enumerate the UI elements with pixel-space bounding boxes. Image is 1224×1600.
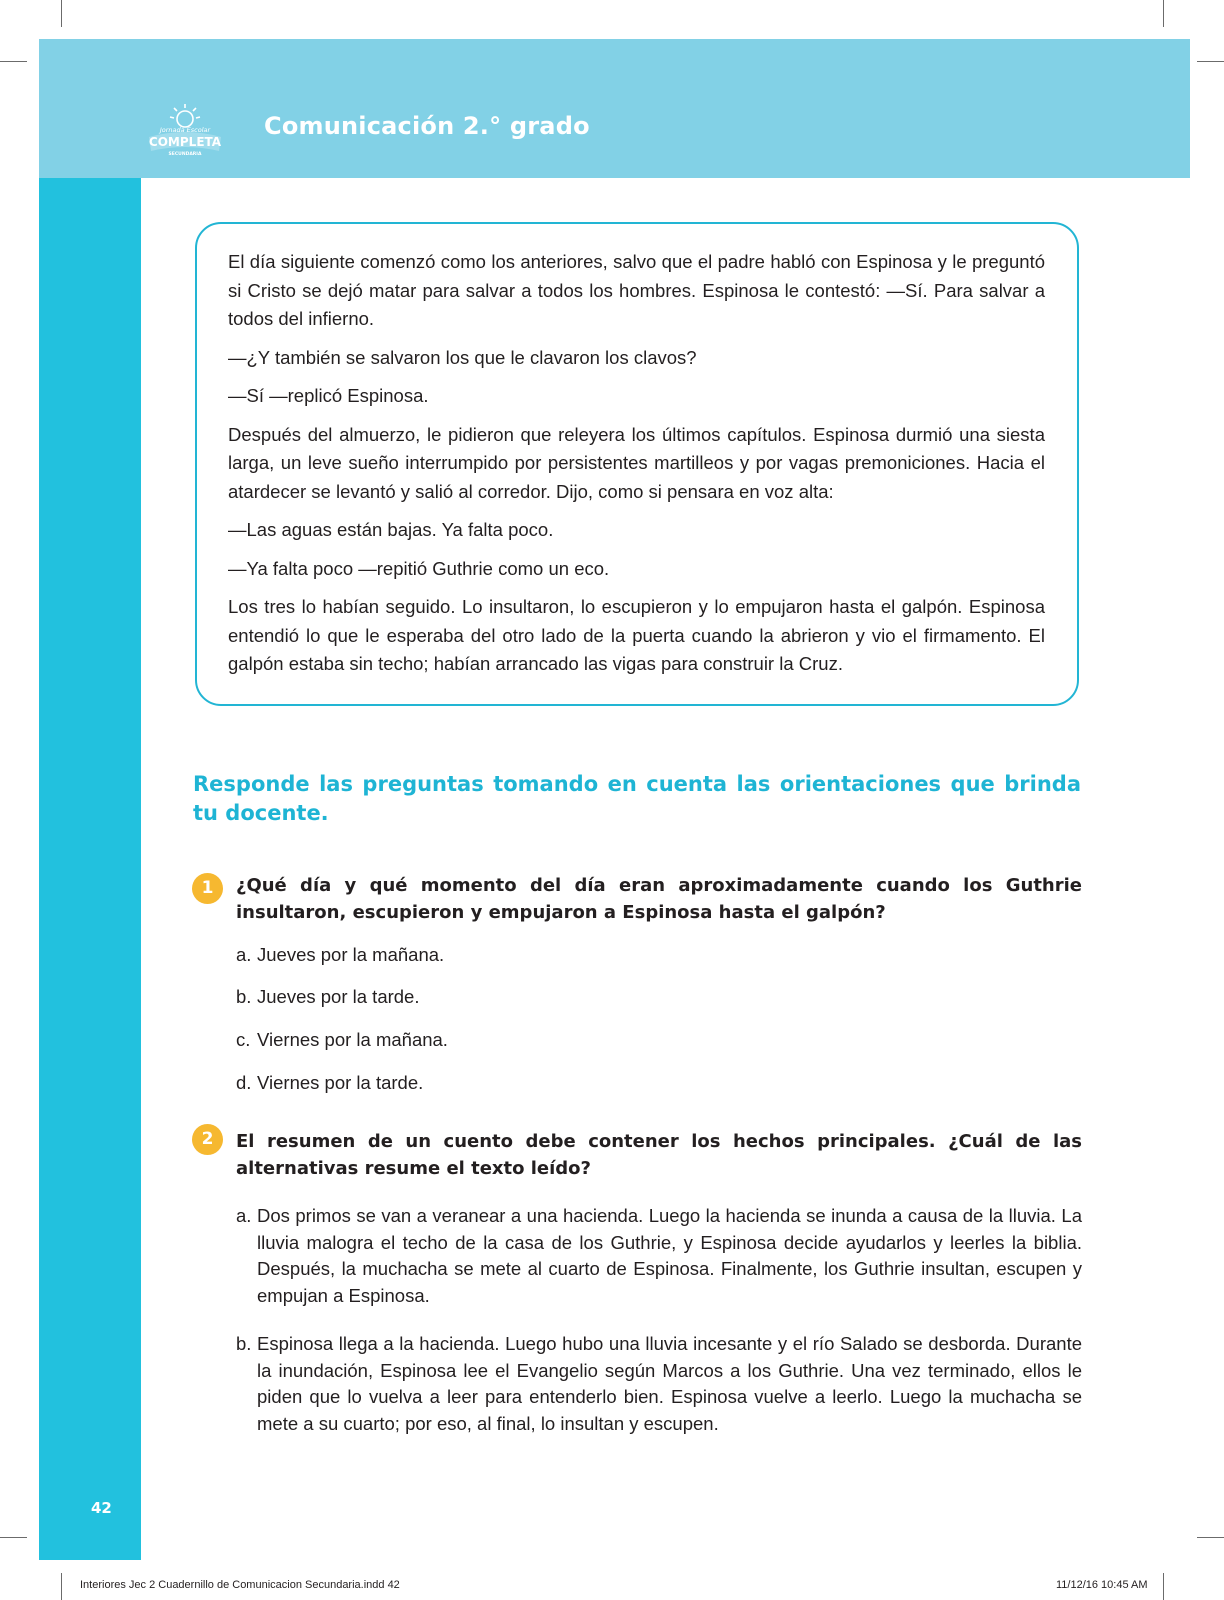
answer-option — [236, 1027, 1082, 1054]
reading-excerpt-box — [195, 222, 1079, 706]
answer-option — [236, 1331, 1082, 1437]
option-letter: b. — [236, 1333, 252, 1354]
answer-option — [236, 1070, 1082, 1097]
reading-paragraph: —Sí —replicó Espinosa. — [228, 385, 429, 406]
option-text: Jueves por la mañana. — [257, 944, 445, 965]
crop-mark — [0, 61, 27, 62]
option-text: Espinosa llega a la hacienda. Luego hubo una lluvia incesante y el río Salado se desborda. Durante la inundación, Espinosa lee el Evangelio según Marcos a los Guthrie. Una vez terminado, ellos le piden que lo vuelva a leer para entenderlo bien. Espinosa vuelve a leerlo. Luego la muchacha se mete a su cuarto; por eso, al final, lo insultan y escupen. — [257, 1333, 1082, 1434]
option-text: Viernes por la mañana. — [257, 1029, 448, 1050]
reading-paragraph: Los tres lo habían seguido. Lo insultaron, lo escupieron y lo empujaron hasta el galpón. Espinosa entendió lo que le esperaba del otro lado de la puerta cuando la abrieron y vio el firmamento. El galpón estaba sin techo; habían arrancado las vigas para construir la Cruz. — [228, 596, 1045, 674]
option-letter: a. — [236, 944, 252, 965]
jornada-escolar-logo — [145, 97, 225, 159]
option-text: Viernes por la tarde. — [257, 1072, 424, 1093]
option-text: Dos primos se van a veranear a una hacienda. Luego la hacienda se inunda a causa de la lluvia. La lluvia malogra el techo de la casa de los Guthrie, y Espinosa decide ayudarlos y leerles la biblia. Después, la muchacha se mete al cuarto de Espinosa. Finalmente, los Guthrie insultan, escupen y empujan a Espinosa. — [257, 1205, 1082, 1306]
reading-paragraph: —¿Y también se salvaron los que le clavaron los clavos? — [228, 346, 697, 368]
option-letter: a. — [236, 1205, 252, 1226]
sun-logo-icon — [145, 97, 225, 159]
reading-paragraph: Después del almuerzo, le pidieron que releyera los últimos capítulos. Espinosa durmió una siesta larga, un leve sueño interrumpido por persistentes martilleos y por vagas premoniciones. Hacia el atardecer se levantó y salió al corredor. Dijo, como si pensara en voz alta: — [228, 423, 1045, 502]
crop-mark — [1197, 61, 1224, 62]
question-number-badge: 2 — [192, 1124, 223, 1155]
instruction-heading: Responde las preguntas tomando en cuenta las orientaciones que brinda tu docente. — [193, 772, 1081, 825]
question-text: ¿Qué día y qué momento del día eran aproximadamente cuando los Guthrie insultaron, escupieron y empujaron a Espinosa hasta el galpón? — [236, 875, 1082, 923]
option-letter: b. — [236, 986, 252, 1007]
crop-mark — [61, 0, 62, 27]
question-number-badge: 1 — [192, 873, 223, 904]
option-text: Jueves por la tarde. — [257, 986, 420, 1007]
logo-text-main: COMPLETA — [148, 135, 222, 149]
crop-mark — [0, 1537, 27, 1538]
crop-mark — [1163, 1573, 1164, 1600]
print-slug-date: 11/12/16 10:45 AM — [1056, 1579, 1148, 1591]
answer-option — [236, 942, 1082, 969]
crop-mark — [1163, 0, 1164, 27]
logo-text-top: Jornada Escolar — [159, 126, 211, 134]
reading-paragraph: El día siguiente comenzó como los anteriores, salvo que el padre habló con Espinosa y le preguntó si Cristo se dejó matar para salvar a todos los hombres. Espinosa le contestó: —Sí. Para salvar a todos del infierno. — [228, 251, 1045, 329]
answer-option — [236, 1203, 1082, 1309]
page-number: 42 — [91, 1499, 112, 1517]
option-letter: c. — [236, 1029, 251, 1050]
question-text: El resumen de un cuento debe contener los hechos principales. ¿Cuál de las alternativas resume el texto leído? — [236, 1131, 1082, 1179]
side-band — [39, 178, 141, 1560]
reading-paragraph: —Las aguas están bajas. Ya falta poco. — [228, 519, 554, 540]
crop-mark — [61, 1573, 62, 1600]
print-slug-file: Interiores Jec 2 Cuadernillo de Comunicacion Secundaria.indd 42 — [80, 1579, 400, 1591]
answer-option — [236, 984, 1082, 1011]
crop-mark — [1197, 1537, 1224, 1538]
reading-paragraph: —Ya falta poco —repitió Guthrie como un eco. — [228, 557, 610, 579]
logo-text-bottom: SECUNDARIA — [168, 152, 202, 157]
option-letter: d. — [236, 1072, 252, 1093]
page-title: Comunicación 2.° grado — [264, 112, 590, 140]
